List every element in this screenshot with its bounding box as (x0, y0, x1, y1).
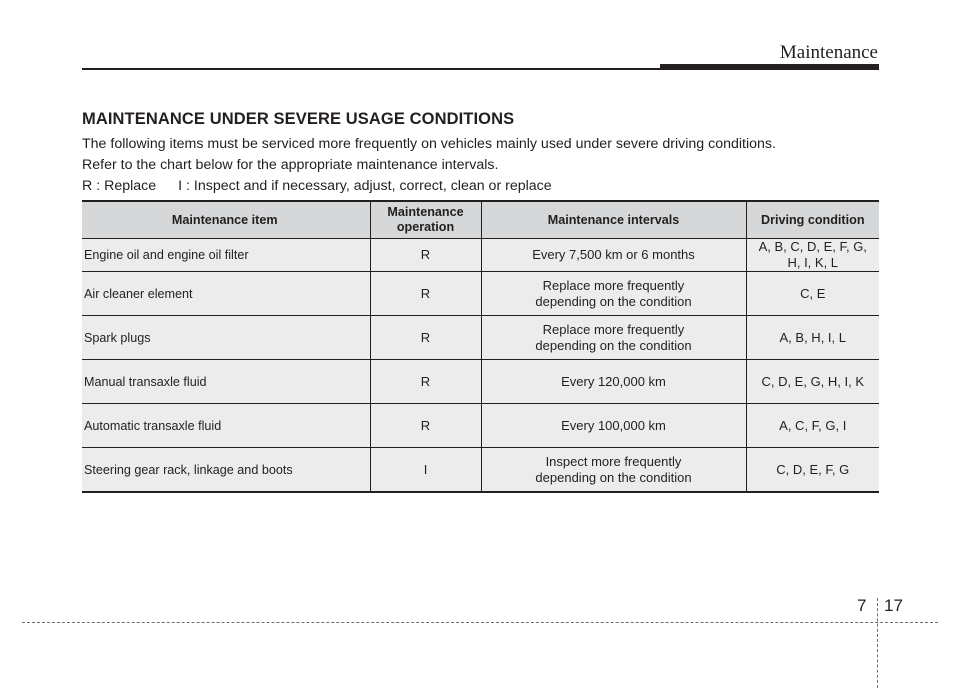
cell-item: Spark plugs (82, 316, 370, 360)
legend-line (82, 176, 776, 197)
maintenance-table (82, 200, 879, 493)
cell-interval: Replace more frequently depending on the condition (481, 316, 746, 360)
table-row (82, 239, 879, 272)
cell-interval: Inspect more frequently depending on the condition (481, 448, 746, 493)
table-row (82, 448, 879, 493)
header-driving-condition: Driving condition (746, 201, 879, 239)
table-row (82, 316, 879, 360)
header-rule (82, 68, 662, 70)
chapter-number: 7 (857, 596, 867, 615)
cell-interval: Replace more frequently depending on the condition (481, 272, 746, 316)
header-title: Maintenance (779, 42, 878, 63)
legend-replace: R : Replace (82, 178, 157, 194)
cell-operation: R (370, 272, 481, 316)
intro-line-1: The following items must be serviced more frequently on vehicles mainly used under severe driving conditions. (82, 136, 776, 152)
cell-operation: R (370, 360, 481, 404)
section-title: MAINTENANCE UNDER SEVERE USAGE CONDITIONS (82, 110, 515, 128)
cell-item: Manual transaxle fluid (82, 360, 370, 404)
table-row (82, 360, 879, 404)
header-bar (660, 64, 879, 70)
cell-interval: Every 7,500 km or 6 months (481, 239, 746, 272)
cell-item: Engine oil and engine oil filter (82, 239, 370, 272)
cell-condition: C, D, E, G, H, I, K (746, 360, 879, 404)
cell-item: Air cleaner element (82, 272, 370, 316)
table-header-row (82, 201, 879, 239)
table-row (82, 404, 879, 448)
intro-text (82, 134, 776, 197)
cell-operation: I (370, 448, 481, 493)
cell-condition: A, B, H, I, L (746, 316, 879, 360)
page-number: 17 (884, 596, 903, 615)
cell-operation: R (370, 316, 481, 360)
footer-vertical-dashed-rule (877, 598, 878, 688)
legend-inspect: I : Inspect and if necessary, adjust, correct, clean or replace (178, 178, 552, 194)
cell-condition: C, E (746, 272, 879, 316)
cell-condition: C, D, E, F, G (746, 448, 879, 493)
table-row (82, 272, 879, 316)
header-maintenance-operation: Maintenance operation (370, 201, 481, 239)
header-maintenance-item: Maintenance item (82, 201, 370, 239)
cell-interval: Every 120,000 km (481, 360, 746, 404)
footer-dashed-rule (22, 622, 938, 623)
cell-operation: R (370, 239, 481, 272)
cell-condition: A, C, F, G, I (746, 404, 879, 448)
cell-item: Automatic transaxle fluid (82, 404, 370, 448)
header-maintenance-intervals: Maintenance intervals (481, 201, 746, 239)
cell-condition: A, B, C, D, E, F, G, H, I, K, L (746, 239, 879, 272)
intro-line-2: Refer to the chart below for the appropriate maintenance intervals. (82, 157, 499, 173)
cell-interval: Every 100,000 km (481, 404, 746, 448)
cell-item: Steering gear rack, linkage and boots (82, 448, 370, 493)
cell-operation: R (370, 404, 481, 448)
